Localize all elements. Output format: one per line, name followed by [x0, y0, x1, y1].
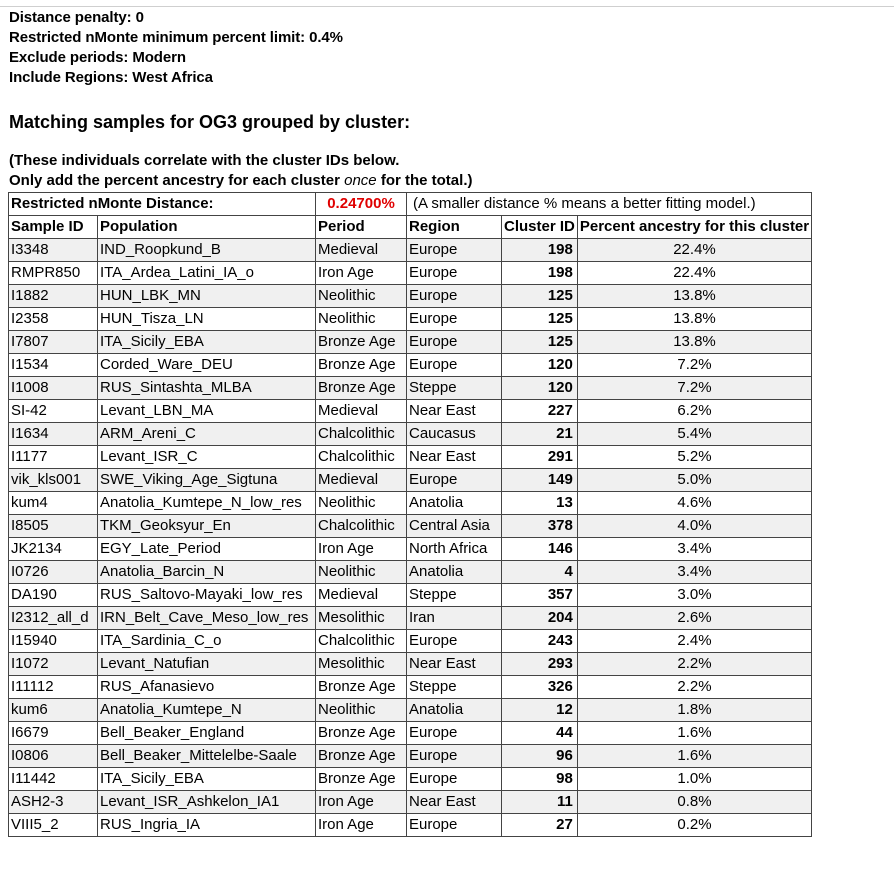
cell-period: Bronze Age	[316, 676, 407, 699]
cell-cluster-id: 378	[502, 515, 578, 538]
col-region: Region	[407, 216, 502, 239]
distance-row	[9, 193, 812, 216]
include-regions-text: Include Regions: West Africa	[9, 69, 213, 86]
cell-region: Caucasus	[407, 423, 502, 446]
settings-summary	[9, 8, 343, 88]
cell-sample-id: vik_kls001	[9, 469, 98, 492]
cell-period: Bronze Age	[316, 354, 407, 377]
table-row	[9, 607, 812, 630]
table-row	[9, 676, 812, 699]
cell-percent: 6.2%	[577, 400, 811, 423]
cell-period: Neolithic	[316, 308, 407, 331]
cell-sample-id: I8505	[9, 515, 98, 538]
cell-period: Iron Age	[316, 791, 407, 814]
note-line-1: (These individuals correlate with the cluster IDs below.	[9, 152, 400, 169]
cell-period: Neolithic	[316, 492, 407, 515]
table-row	[9, 538, 812, 561]
cell-cluster-id: 96	[502, 745, 578, 768]
table-row	[9, 308, 812, 331]
cell-cluster-id: 120	[502, 377, 578, 400]
cell-region: North Africa	[407, 538, 502, 561]
cell-percent: 4.6%	[577, 492, 811, 515]
cell-period: Chalcolithic	[316, 515, 407, 538]
cell-period: Bronze Age	[316, 377, 407, 400]
cell-period: Iron Age	[316, 538, 407, 561]
cell-population: Bell_Beaker_England	[98, 722, 316, 745]
cell-region: Near East	[407, 446, 502, 469]
table-row	[9, 285, 812, 308]
cell-population: Bell_Beaker_Mittelelbe-Saale	[98, 745, 316, 768]
cell-sample-id: I1634	[9, 423, 98, 446]
table-row	[9, 400, 812, 423]
cell-sample-id: DA190	[9, 584, 98, 607]
cell-period: Chalcolithic	[316, 423, 407, 446]
cell-sample-id: I11442	[9, 768, 98, 791]
cell-region: Europe	[407, 722, 502, 745]
cell-sample-id: kum4	[9, 492, 98, 515]
cell-region: Central Asia	[407, 515, 502, 538]
cell-population: HUN_LBK_MN	[98, 285, 316, 308]
cell-cluster-id: 44	[502, 722, 578, 745]
cell-sample-id: I2358	[9, 308, 98, 331]
col-population: Population	[98, 216, 316, 239]
cell-percent: 22.4%	[577, 239, 811, 262]
cell-period: Iron Age	[316, 262, 407, 285]
cell-cluster-id: 293	[502, 653, 578, 676]
cell-cluster-id: 357	[502, 584, 578, 607]
cell-sample-id: I2312_all_d	[9, 607, 98, 630]
cell-region: Europe	[407, 630, 502, 653]
cell-period: Neolithic	[316, 285, 407, 308]
note-line-2	[9, 171, 472, 191]
cell-percent: 22.4%	[577, 262, 811, 285]
cell-sample-id: JK2134	[9, 538, 98, 561]
cell-percent: 5.4%	[577, 423, 811, 446]
table-row	[9, 745, 812, 768]
table-row	[9, 699, 812, 722]
cell-percent: 0.8%	[577, 791, 811, 814]
results-note	[9, 151, 472, 191]
cell-population: ITA_Sicily_EBA	[98, 331, 316, 354]
cell-percent: 2.4%	[577, 630, 811, 653]
cell-population: ITA_Sardinia_C_o	[98, 630, 316, 653]
cell-sample-id: I1072	[9, 653, 98, 676]
table-row	[9, 354, 812, 377]
cell-region: Europe	[407, 331, 502, 354]
cell-population: ITA_Ardea_Latini_IA_o	[98, 262, 316, 285]
cell-percent: 13.8%	[577, 308, 811, 331]
cell-cluster-id: 120	[502, 354, 578, 377]
cell-region: Steppe	[407, 676, 502, 699]
cell-population: TKM_Geoksyur_En	[98, 515, 316, 538]
cell-period: Bronze Age	[316, 331, 407, 354]
cell-period: Mesolithic	[316, 607, 407, 630]
cell-period: Bronze Age	[316, 745, 407, 768]
cell-sample-id: I1534	[9, 354, 98, 377]
cell-sample-id: I1008	[9, 377, 98, 400]
cell-sample-id: I11112	[9, 676, 98, 699]
cell-population: RUS_Saltovo-Mayaki_low_res	[98, 584, 316, 607]
cell-population: Anatolia_Kumtepe_N	[98, 699, 316, 722]
cell-sample-id: I0726	[9, 561, 98, 584]
table-row	[9, 423, 812, 446]
cell-period: Medieval	[316, 584, 407, 607]
cell-population: IRN_Belt_Cave_Meso_low_res	[98, 607, 316, 630]
cell-period: Iron Age	[316, 814, 407, 837]
cell-percent: 3.4%	[577, 561, 811, 584]
cell-sample-id: I15940	[9, 630, 98, 653]
cell-cluster-id: 98	[502, 768, 578, 791]
cell-percent: 1.8%	[577, 699, 811, 722]
cell-sample-id: ASH2-3	[9, 791, 98, 814]
table-row	[9, 561, 812, 584]
cell-percent: 3.0%	[577, 584, 811, 607]
table-row	[9, 768, 812, 791]
cell-region: Steppe	[407, 584, 502, 607]
matching-samples-table	[8, 192, 812, 837]
cell-population: IND_Roopkund_B	[98, 239, 316, 262]
cell-region: Anatolia	[407, 699, 502, 722]
cell-population: Levant_Natufian	[98, 653, 316, 676]
cell-cluster-id: 21	[502, 423, 578, 446]
cell-cluster-id: 198	[502, 262, 578, 285]
cell-percent: 2.2%	[577, 676, 811, 699]
distance-value: 0.24700%	[316, 193, 407, 216]
cell-cluster-id: 11	[502, 791, 578, 814]
cell-cluster-id: 12	[502, 699, 578, 722]
results-heading: Matching samples for OG3 grouped by cluster:	[9, 112, 411, 132]
note-line-2-pre: Only add the percent ancestry for each cluster	[9, 172, 345, 189]
exclude-periods-text: Exclude periods: Modern	[9, 49, 186, 66]
cell-period: Medieval	[316, 400, 407, 423]
cell-cluster-id: 125	[502, 331, 578, 354]
cell-period: Medieval	[316, 469, 407, 492]
cell-sample-id: I1177	[9, 446, 98, 469]
cell-cluster-id: 291	[502, 446, 578, 469]
table-row	[9, 331, 812, 354]
table-row	[9, 377, 812, 400]
cell-percent: 3.4%	[577, 538, 811, 561]
table-row	[9, 791, 812, 814]
cell-cluster-id: 4	[502, 561, 578, 584]
cell-period: Medieval	[316, 239, 407, 262]
table-row	[9, 653, 812, 676]
cell-region: Europe	[407, 814, 502, 837]
cell-cluster-id: 204	[502, 607, 578, 630]
cell-sample-id: I3348	[9, 239, 98, 262]
top-divider	[0, 6, 894, 7]
col-period: Period	[316, 216, 407, 239]
distance-note: (A smaller distance % means a better fitting model.)	[407, 193, 812, 216]
cell-region: Europe	[407, 239, 502, 262]
cell-population: HUN_Tisza_LN	[98, 308, 316, 331]
cell-period: Chalcolithic	[316, 630, 407, 653]
cell-region: Europe	[407, 469, 502, 492]
cell-region: Near East	[407, 400, 502, 423]
restricted-limit-text: Restricted nMonte minimum percent limit: 0.4%	[9, 29, 343, 46]
cell-population: ITA_Sicily_EBA	[98, 768, 316, 791]
table-row	[9, 262, 812, 285]
cell-sample-id: I7807	[9, 331, 98, 354]
table-row	[9, 239, 812, 262]
cell-percent: 2.6%	[577, 607, 811, 630]
cell-region: Europe	[407, 285, 502, 308]
cell-percent: 1.6%	[577, 722, 811, 745]
cell-cluster-id: 125	[502, 308, 578, 331]
cell-sample-id: I0806	[9, 745, 98, 768]
cell-cluster-id: 326	[502, 676, 578, 699]
distance-label: Restricted nMonte Distance:	[9, 193, 316, 216]
cell-period: Bronze Age	[316, 722, 407, 745]
cell-cluster-id: 149	[502, 469, 578, 492]
cell-percent: 4.0%	[577, 515, 811, 538]
table-row	[9, 492, 812, 515]
cell-population: Corded_Ware_DEU	[98, 354, 316, 377]
cell-region: Europe	[407, 768, 502, 791]
cell-region: Anatolia	[407, 492, 502, 515]
cell-region: Near East	[407, 653, 502, 676]
cell-population: Levant_LBN_MA	[98, 400, 316, 423]
cell-percent: 7.2%	[577, 354, 811, 377]
cell-percent: 13.8%	[577, 331, 811, 354]
cell-region: Near East	[407, 791, 502, 814]
cell-population: RUS_Sintashta_MLBA	[98, 377, 316, 400]
cell-percent: 1.0%	[577, 768, 811, 791]
cell-cluster-id: 146	[502, 538, 578, 561]
cell-region: Europe	[407, 262, 502, 285]
cell-cluster-id: 198	[502, 239, 578, 262]
header-row	[9, 216, 812, 239]
cell-period: Mesolithic	[316, 653, 407, 676]
cell-population: ARM_Areni_C	[98, 423, 316, 446]
cell-period: Bronze Age	[316, 768, 407, 791]
cell-population: SWE_Viking_Age_Sigtuna	[98, 469, 316, 492]
cell-sample-id: RMPR850	[9, 262, 98, 285]
cell-population: Anatolia_Kumtepe_N_low_res	[98, 492, 316, 515]
cell-cluster-id: 227	[502, 400, 578, 423]
cell-percent: 5.2%	[577, 446, 811, 469]
cell-percent: 2.2%	[577, 653, 811, 676]
table-row	[9, 584, 812, 607]
cell-population: RUS_Afanasievo	[98, 676, 316, 699]
cell-cluster-id: 13	[502, 492, 578, 515]
cell-percent: 1.6%	[577, 745, 811, 768]
table-row	[9, 814, 812, 837]
cell-sample-id: kum6	[9, 699, 98, 722]
table-row	[9, 469, 812, 492]
cell-cluster-id: 243	[502, 630, 578, 653]
cell-cluster-id: 27	[502, 814, 578, 837]
cell-cluster-id: 125	[502, 285, 578, 308]
cell-population: EGY_Late_Period	[98, 538, 316, 561]
col-percent-ancestry: Percent ancestry for this cluster	[577, 216, 811, 239]
cell-region: Europe	[407, 354, 502, 377]
cell-region: Anatolia	[407, 561, 502, 584]
cell-sample-id: I1882	[9, 285, 98, 308]
table-row	[9, 446, 812, 469]
cell-population: Anatolia_Barcin_N	[98, 561, 316, 584]
cell-sample-id: VIII5_2	[9, 814, 98, 837]
note-line-2-em: once	[344, 172, 377, 189]
cell-region: Steppe	[407, 377, 502, 400]
cell-region: Europe	[407, 308, 502, 331]
cell-percent: 0.2%	[577, 814, 811, 837]
cell-population: RUS_Ingria_IA	[98, 814, 316, 837]
table-row	[9, 630, 812, 653]
cell-sample-id: I6679	[9, 722, 98, 745]
distance-penalty-text: Distance penalty: 0	[9, 9, 144, 26]
cell-percent: 7.2%	[577, 377, 811, 400]
cell-region: Iran	[407, 607, 502, 630]
cell-period: Neolithic	[316, 699, 407, 722]
cell-region: Europe	[407, 745, 502, 768]
cell-sample-id: SI-42	[9, 400, 98, 423]
table-row	[9, 515, 812, 538]
cell-period: Neolithic	[316, 561, 407, 584]
table-row	[9, 722, 812, 745]
col-cluster-id: Cluster ID	[502, 216, 578, 239]
cell-percent: 5.0%	[577, 469, 811, 492]
cell-population: Levant_ISR_C	[98, 446, 316, 469]
note-line-2-post: for the total.)	[376, 172, 473, 189]
cell-period: Chalcolithic	[316, 446, 407, 469]
col-sample-id: Sample ID	[9, 216, 98, 239]
cell-percent: 13.8%	[577, 285, 811, 308]
cell-population: Levant_ISR_Ashkelon_IA1	[98, 791, 316, 814]
